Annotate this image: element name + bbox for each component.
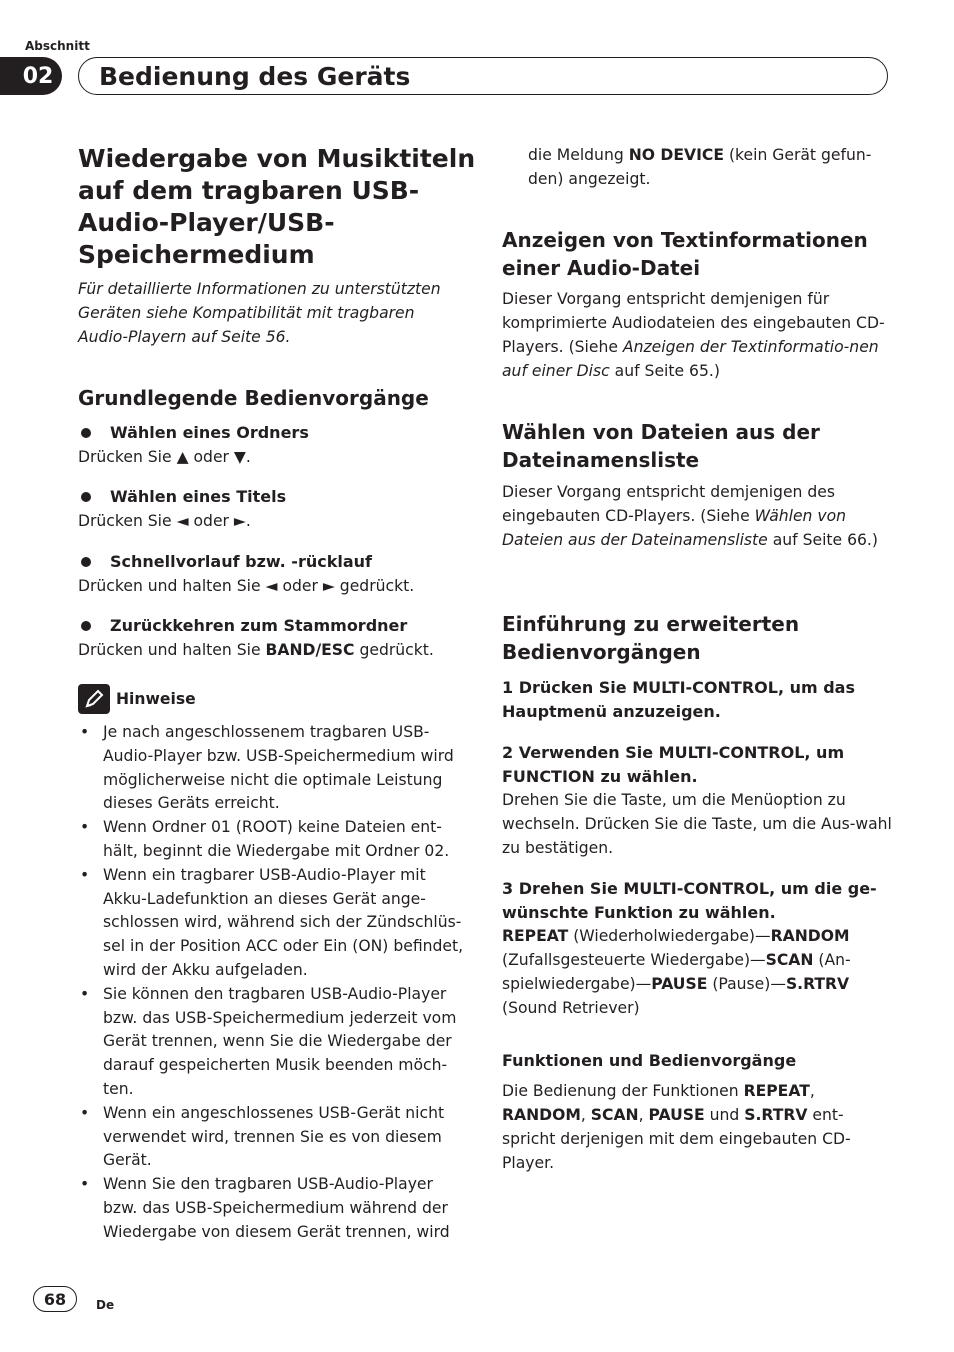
notes-header (78, 684, 196, 714)
note-item: • Sie können den tragbaren USB-Audio-Player bzw. das USB-Speichermedium jederzeit vom Gerät trennen, wenn Sie die Wiedergabe der darauf gespeicherten Musik beenden möch-ten. (78, 983, 470, 1102)
note-item: • Je nach angeschlossenem tragbaren USB-Audio-Player bzw. USB-Speichermedium wird möglicherweise nicht die optimale Leistung dieses Geräts erreicht. (78, 721, 470, 816)
section-label: Abschnitt (25, 39, 90, 53)
text-info-body: Dieser Vorgang entspricht demjenigen für komprimierte Audiodateien des eingebauten CD-Players. (Siehe Anzeigen der Textinformatio-nen auf einer Disc auf Seite 65.) (502, 290, 885, 380)
section-number-badge: 02 (0, 57, 62, 95)
notes-list (78, 721, 470, 1245)
op-text: Drücken Sie ▲ oder ▼. (78, 448, 251, 466)
main-title: Wiedergabe von Musiktiteln auf dem tragbaren USB-Audio-Player/USB-Speichermedium (78, 144, 476, 269)
functions-heading: Funktionen und Bedienvorgänge (502, 1051, 797, 1070)
text-info-heading: Anzeigen von Textinformationen einer Audio-Datei (502, 228, 868, 280)
step-3: 3 Drehen Sie MULTI-CONTROL, um die ge-wünschte Funktion zu wählen. (502, 879, 877, 922)
bullet-icon (78, 550, 110, 574)
op-title: Zurückkehren zum Stammordner (110, 616, 408, 635)
op-fast-forward (78, 550, 468, 598)
continued-note: die Meldung NO DEVICE (kein Gerät gefun-den) angezeigt. (528, 146, 872, 188)
op-title: Schnellvorlauf bzw. -rücklauf (110, 552, 372, 571)
op-root-folder (78, 614, 468, 662)
section-title: Bedienung des Geräts (78, 57, 888, 95)
op-title: Wählen eines Titels (110, 487, 287, 506)
bullet-icon (78, 485, 110, 509)
file-list-heading: Wählen von Dateien aus der Dateinamensliste (502, 420, 820, 472)
op-track (78, 485, 468, 533)
step-2-body: Drehen Sie die Taste, um die Menüoption zu wechseln. Drücken Sie die Taste, um die Aus-wahl zu bestätigen. (502, 791, 892, 857)
language-code: De (96, 1298, 115, 1312)
bullet-icon (78, 421, 110, 445)
op-text: Drücken und halten Sie BAND/ESC gedrückt. (78, 641, 434, 659)
note-item: • Wenn Ordner 01 (ROOT) keine Dateien ent-hält, beginnt die Wiedergabe mit Ordner 02. (78, 816, 470, 864)
bullet-icon (78, 614, 110, 638)
op-title: Wählen eines Ordners (110, 423, 309, 442)
note-item: • Wenn Sie den tragbaren USB-Audio-Player bzw. das USB-Speichermedium während der Wiedergabe von diesem Gerät trennen, wird (78, 1173, 470, 1244)
file-list-body: Dieser Vorgang entspricht demjenigen des eingebauten CD-Players. (Siehe Wählen von Dateien aus der Dateinamensliste auf Seite 66.) (502, 483, 878, 549)
op-text: Drücken und halten Sie ◄ oder ► gedrückt. (78, 577, 415, 595)
note-pencil-icon (78, 684, 110, 714)
functions-body: Die Bedienung der Funktionen REPEAT, RANDOM, SCAN, PAUSE und S.RTRV ent-spricht derjenigen mit dem eingebauten CD-Player. (502, 1082, 851, 1172)
step-1: 1 Drücken Sie MULTI-CONTROL, um das Hauptmenü anzuzeigen. (502, 678, 855, 721)
note-item: • Wenn ein angeschlossenes USB-Gerät nicht verwendet wird, trennen Sie es von diesem Gerät. (78, 1102, 470, 1173)
note-item: • Wenn ein tragbarer USB-Audio-Player mit Akku-Ladefunktion an dieses Gerät ange-schlossen wird, während sich der Zündschlüs-sel in der Position ACC oder Ein (ON) befindet, wird der Akku aufgeladen. (78, 864, 470, 983)
step-2: 2 Verwenden Sie MULTI-CONTROL, um FUNCTION zu wählen. (502, 743, 845, 786)
step-3-functions: REPEAT (Wiederholwiedergabe)—RANDOM (Zufallsgesteuerte Wiedergabe)—SCAN (An-spielwiedergabe)—PAUSE (Pause)—S.RTRV (Sound Retriever) (502, 927, 851, 1017)
intro-text: Für detaillierte Informationen zu unterstützten Geräten siehe Kompatibilität mit tragbaren Audio-Playern auf Seite 56. (78, 280, 441, 346)
page-number: 68 (33, 1286, 77, 1312)
advanced-ops-heading: Einführung zu erweiterten Bedienvorgängen (502, 612, 800, 664)
op-folder (78, 421, 468, 469)
op-text: Drücken Sie ◄ oder ►. (78, 512, 251, 530)
basic-ops-heading: Grundlegende Bedienvorgänge (78, 386, 429, 410)
notes-heading: Hinweise (116, 690, 196, 708)
